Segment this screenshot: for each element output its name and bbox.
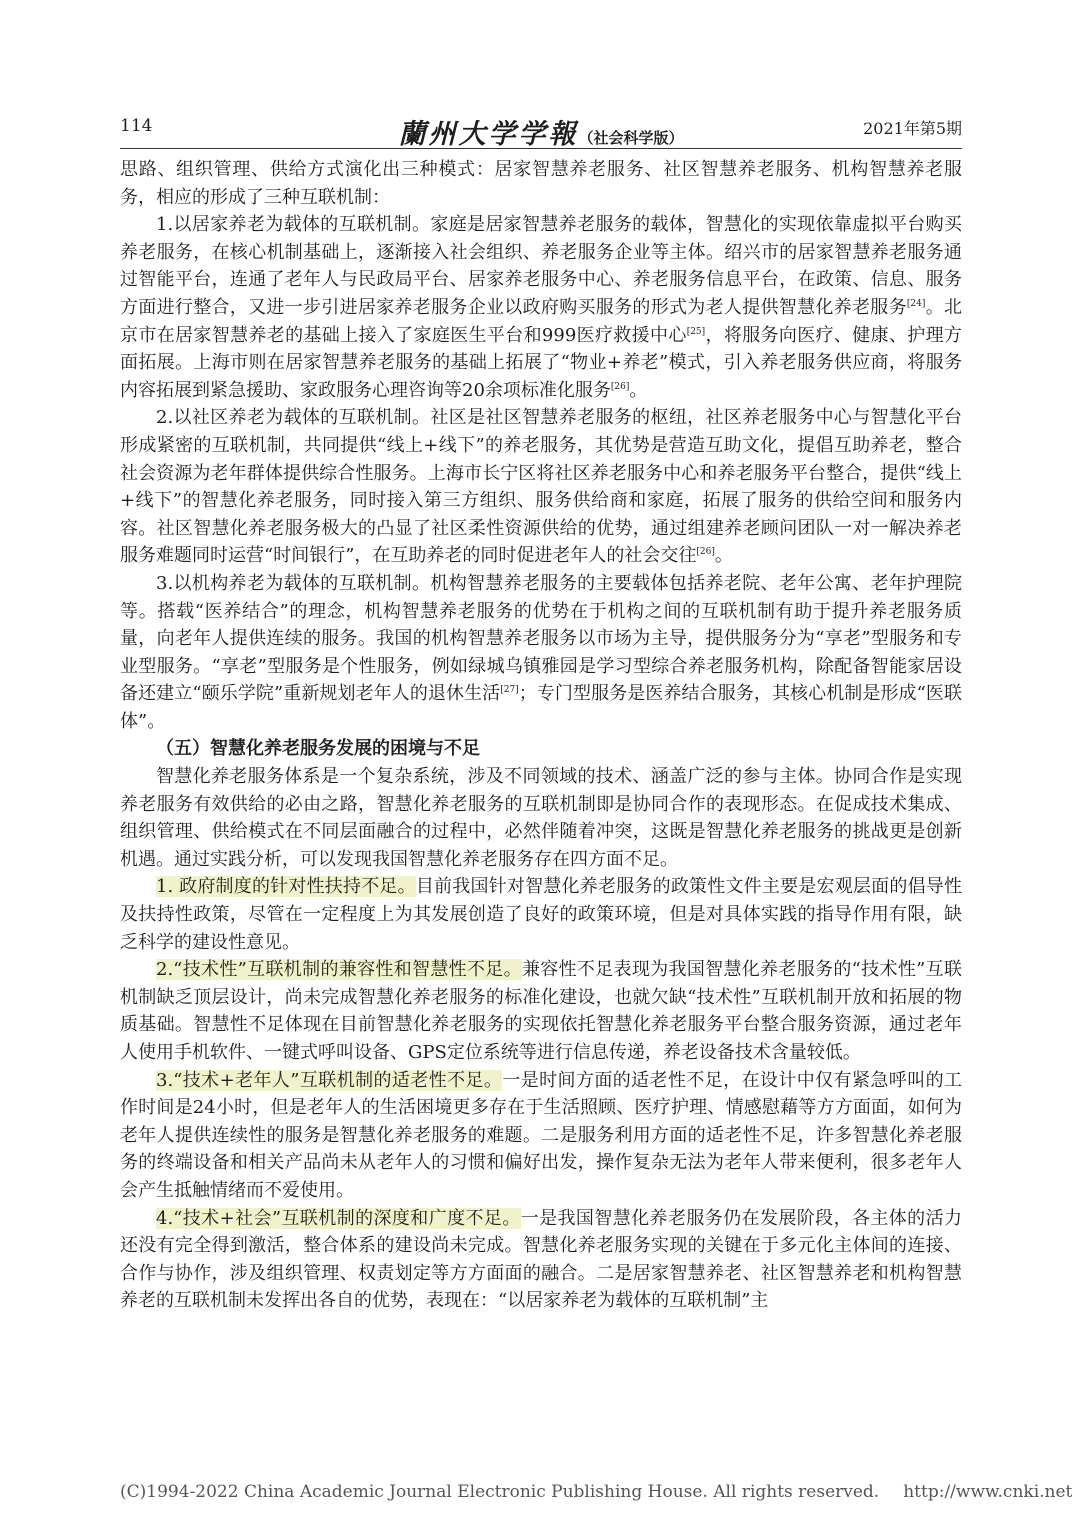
journal-title [120, 112, 962, 151]
paragraph: 2.“技术性”互联机制的兼容性和智慧性不足。兼容性不足表现为我国智慧化养老服务的“技术性”互联机制缺乏顶层设计，尚未完成智慧化养老服务的标准化建设，也就欠缺“技术性”互联机制开放和拓展的物质基础。智慧性不足体现在目前智慧化养老服务的实现依托智慧化养老服务平台整合服务资源，通过老年人使用手机软件、一键式呼叫设备、GPS定位系统等进行信息传递，养老设备技术含量较低。 [120, 959, 963, 1063]
article-body [120, 156, 962, 1315]
journal-name: 蘭州大学学報 [398, 119, 579, 150]
highlighted-text: 3.“技术+老年人”互联机制的适老性不足。 [156, 1069, 503, 1091]
journal-edition: （社会科学版） [578, 129, 684, 147]
paragraph: 1.以居家养老为载体的互联机制。家庭是居家智慧养老服务的载体，智慧化的实现依靠虚拟平台购买养老服务，在核心机制基础上，逐渐接入社会组织、养老服务企业等主体。绍兴市的居家智慧养老服务通过智能平台，连通了老年人与民政局平台、居家养老服务中心、养老服务信息平台，在政策、信息、服务方面进行整合，又进一步引进居家养老服务企业以政府购买服务的形式为老人提供智慧化养老服务[24]。北京市在居家智慧养老的基础上接入了家庭医生平台和999医疗救援中心[25]，将服务向医疗、健康、护理方面拓展。上海市则在居家智慧养老服务的基础上拓展了“物业+养老”模式，引入养老服务供应商，将服务内容拓展到紧急援助、家政服务心理咨询等20余项标准化服务[26]。 [120, 214, 963, 401]
page-number: 114 [120, 116, 153, 136]
footer-link[interactable]: http://www.cnki.net [903, 1482, 1073, 1502]
highlighted-text: 1. 政府制度的针对性扶持不足。 [156, 876, 416, 898]
paragraph: 3.以机构养老为载体的互联机制。机构智慧养老服务的主要载体包括养老院、老年公寓、老年护理院等。搭载“医养结合”的理念，机构智慧养老服务的优势在于机构之间的互联机制有助于提升养老服务质量，向老年人提供连续的服务。我国的机构智慧养老服务以市场为主导，提供服务分为“享老”型服务和专业型服务。“享老”型服务是个性服务，例如绿城乌镇雅园是学习型综合养老服务机构，除配备智能家居设备还建立“颐乐学院”重新规划老年人的退休生活[27]；专门型服务是医养结合服务，其核心机制是形成“医联体”。 [120, 572, 963, 732]
citation-ref: [27] [500, 685, 519, 696]
highlighted-text: 4.“技术+社会”互联机制的深度和广度不足。 [156, 1207, 521, 1229]
paragraph: 2.以社区养老为载体的互联机制。社区是社区智慧养老服务的枢纽，社区养老服务中心与智慧化平台形成紧密的互联机制，共同提供“线上+线下”的养老服务，其优势是营造互助文化，提倡互助养老，整合社会资源为老年群体提供综合性服务。上海市长宁区将社区养老服务中心和养老服务平台整合，提供“线上+线下”的智慧化养老服务，同时接入第三方组织、服务供给商和家庭，拓展了服务的供给空间和服务内容。社区智慧化养老服务极大的凸显了社区柔性资源供给的优势，通过组建养老顾问团队一对一解决养老服务难题同时运营“时间银行”，在互助养老的同时促进老年人的社会交往[26]。 [120, 407, 962, 567]
page-header [120, 112, 962, 150]
citation-ref: [26] [696, 547, 715, 558]
copyright-notice: (C)1994-2022 China Academic Journal Electronic Publishing House. All rights reserved. [120, 1482, 880, 1502]
section-heading: （五）智慧化养老服务发展的困境与不足 [156, 738, 480, 760]
paragraph: 3.“技术+老年人”互联机制的适老性不足。一是时间方面的适老性不足，在设计中仅有紧急呼叫的工作时间是24小时，但是老年人的生活困境更多存在于生活照顾、医疗护理、情感慰藉等方方面面，如何为老年人提供连续性的服务是智慧化养老服务的难题。二是服务利用方面的适老性不足，许多智慧化养老服务的终端设备和相关产品尚未从老年人的习惯和偏好出发，操作复杂无法为老年人带来便利，很多老年人会产生抵触情绪而不爱使用。 [120, 1069, 962, 1201]
citation-ref: [24] [906, 298, 926, 309]
header-divider [120, 148, 962, 149]
issue-label: 2021年第5期 [863, 119, 962, 138]
citation-ref: [26] [610, 381, 630, 392]
highlighted-text: 2.“技术性”互联机制的兼容性和智慧性不足。 [156, 959, 522, 981]
citation-ref: [25] [686, 326, 706, 337]
paragraph: 智慧化养老服务体系是一个复杂系统，涉及不同领域的技术、涵盖广泛的参与主体。协同合作是实现养老服务有效供给的必由之路，智慧化养老服务的互联机制即是协同合作的表现形态。在促成技术集成、组织管理、供给模式在不同层面融合的过程中，必然伴随着冲突，这既是智慧化养老服务的挑战更是创新机遇。通过实践分析，可以发现我国智慧化养老服务存在四方面不足。 [120, 766, 962, 870]
paragraph: 思路、组织管理、供给方式演化出三种模式：居家智慧养老服务、社区智慧养老服务、机构智慧养老服务，相应的形成了三种互联机制： [120, 159, 962, 208]
page-footer [120, 1482, 1073, 1502]
paragraph: 1. 政府制度的针对性扶持不足。目前我国针对智慧化养老服务的政策性文件主要是宏观层面的倡导性及扶持性政策，尽管在一定程度上为其发展创造了良好的政策环境，但是对具体实践的指导作用有限，缺乏科学的建设性意见。 [120, 876, 962, 953]
paragraph: 4.“技术+社会”互联机制的深度和广度不足。一是我国智慧化养老服务仍在发展阶段，各主体的活力还没有完全得到激活，整合体系的建设尚未完成。智慧化养老服务实现的关键在于多元化主体间的连接、合作与协作，涉及组织管理、权责划定等方方面面的融合。二是居家智慧养老、社区智慧养老和机构智慧养老的互联机制未发挥出各自的优势，表现在：“以居家养老为载体的互联机制”主 [120, 1207, 962, 1312]
